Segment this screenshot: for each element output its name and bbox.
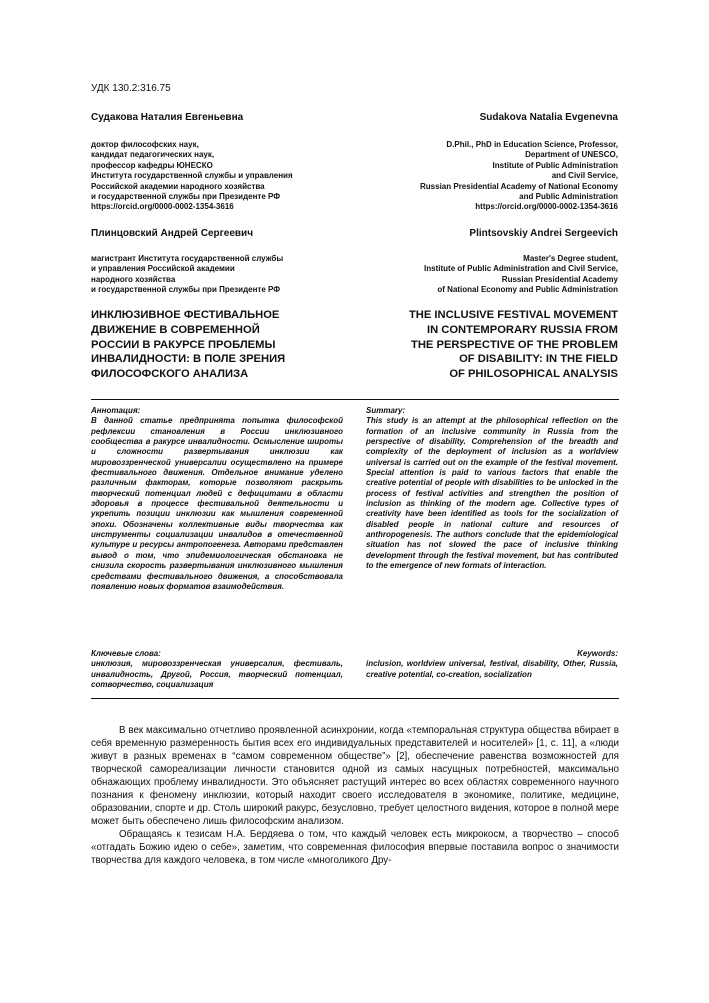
abstract-text-ru: В данной статье предпринята попытка философской рефлексии становления в России инклюзивного сообщества в ракурсе инвалидности. Осмысление широты и сложности развертывания инклюзии как мировоззренческой универсалии осуществлено на примере фестивального движения. Отдельное внимание уделено различным факторам, которые позволяют раскрыть творческий потенциал людей с дефицитами в области здоровья в процессе фестивальной деятельности и укрепить позиции инклюзии как мышления современной эпохи. Обозначены коллективные виды творчества как инструменты социализации инвалидов в отечественной культуре и ресурсы антропогенеза. Авторами представлен вывод о том, что эпидемиологическая обстановка не снизила скорость развертывания инклюзивного мышления средствами фестивального движения, а способствовала появлению новых форматов взаимодействия. [91,416,343,591]
affiliation-line: Russian Presidential Academy [501,274,618,284]
affiliation-line: Institute of Public Administration and Civil Service, [424,264,618,274]
affiliation-line: кандидат педагогических наук, [91,150,215,160]
author1-name-ru: Судакова Наталия Евгеньевна [91,112,244,123]
affiliation-line: Российской академии народного хозяйства [91,181,265,191]
udk-code: УДК 130.2:316.75 [91,83,171,94]
orcid-link[interactable]: https://orcid.org/0000-0002-1354-3616 [475,202,618,212]
affiliation-line: and Public Administration [519,192,618,202]
body-paragraph: Обращаясь к тезисам Н.А. Бердяева о том, что каждый человек есть микрокосм, а творчество – способ «отгадать Божию идею о себе», заметим, что современная философия впервые поставила вопрос о значимости творчества для каждого человека, в том числе «многоликого Дру- [91,829,619,867]
affiliation-line: и управления Российской академии [91,264,235,274]
keywords-heading-ru: Ключевые слова: [91,649,161,658]
abstract-en [366,406,618,572]
author2-affiliation-ru [91,254,343,296]
affiliation-line: D.Phil., PhD in Education Science, Professor, [446,140,618,149]
abstract-ru [91,406,343,592]
author1-name-en: Sudakova Natalia Evgenevna [479,112,618,123]
abstract-heading-ru: Аннотация: [91,406,141,415]
title-line: OF DISABILITY: IN THE FIELD [459,353,618,366]
affiliation-line: Institute of Public Administration [492,160,618,170]
affiliation-line: доктор философских наук, [91,140,199,149]
affiliation-line: магистрант Института государственной службы [91,254,284,263]
article-body [91,724,619,868]
affiliation-line: of National Economy and Public Administration [437,285,618,295]
body-paragraph: В век максимально отчетливо проявленной асинхронии, когда «темпоральная структура общества вбирает в себя временную размеренность бытия всех его индивидуальных представителей и носителей» [1, с. 11], а «люди живут в разных временах в “самом современном обществе”» [2], обеспечение равенства возможностей для творческой самореализации личности становится одной из самых насущных потребностей, максимально обнажающих проблему инвалидности. Это объясняет растущий интерес во всех областях современного научного познания к феномену инклюзии, который находит своего исследователя в экономике, политике, медицине, образовании, спорте и др. Столь широкий ракурс, безусловно, требует целостного видения, которое в полной мере может быть обеспечено лишь философским анализом. [91,725,619,828]
affiliation-line: и государственной службы при Президенте РФ [91,192,281,202]
author1-affiliation-en [366,140,618,213]
title-line: ДВИЖЕНИЕ В СОВРЕМЕННОЙ [91,323,260,336]
affiliation-line: and Civil Service, [551,171,618,181]
keywords-ru [91,649,343,690]
author2-name-en: Plintsovskiy Andrei Sergeevich [469,228,618,239]
title-line: THE INCLUSIVE FESTIVAL MOVEMENT [408,309,618,321]
keywords-text-en: inclusion, worldview universal, festival, disability, Other, Russia, creative potential, co-creation, socialization [366,659,618,679]
abstract-box-bottom-rule [91,698,619,699]
affiliation-line: Master's Degree student, [523,254,618,263]
keywords-en [366,649,618,680]
title-line: ИНКЛЮЗИВНОЕ ФЕСТИВАЛЬНОЕ [91,309,280,321]
title-line: РОССИИ В РАКУРСЕ ПРОБЛЕМЫ [91,338,276,351]
affiliation-line: Института государственной службы и управления [91,171,293,181]
title-line: IN CONTEMPORARY RUSSIA FROM [426,323,618,336]
affiliation-line: народного хозяйства [91,274,176,284]
keywords-heading-en: Keywords: [577,649,618,658]
author1-affiliation-ru [91,140,343,213]
author2-name-ru: Плинцовский Андрей Сергеевич [91,228,254,239]
abstract-heading-en: Summary: [366,406,406,415]
title-line: ФИЛОСОФСКОГО АНАЛИЗА [91,368,249,381]
title-line: THE PERSPECTIVE OF THE PROBLEM [411,338,618,351]
orcid-link[interactable]: https://orcid.org/0000-0002-1354-3616 [91,202,234,212]
keywords-text-ru: инклюзия, мировоззренческая универсалия, фестиваль, инвалидность, Другой, Россия, творческий потенциал, сотворчество, социализация [91,659,343,689]
affiliation-line: и государственной службы при Президенте РФ [91,285,281,295]
affiliation-line: Russian Presidential Academy of National Economy [420,181,618,191]
abstract-text-en: This study is an attempt at the philosophical reflection on the formation of an inclusive community in Russia from the perspective of disability. Comprehension of the breadth and complexity of the deployment of inclusion as a worldview universal is carried out on the example of the festival movement. Special attention is paid to various factors that enable the creative potential of people with disabilities to be unlocked in the process of festival activities and strengthen the position of inclusion as thinking of the modern age. Collective types of creativity have been identified as tools for the socialization of disabled people in national culture and resources of anthropogenesis. The authors conclude that the epidemiological situation has not slowed the pace of inclusive thinking development through the festival movement, but has contributed to the emergence of new formats of interaction. [366,416,618,571]
article-title-en [366,308,618,382]
author2-affiliation-en [366,254,618,296]
article-title-ru [91,308,343,382]
title-line: ИНВАЛИДНОСТИ: В ПОЛЕ ЗРЕНИЯ [91,353,286,366]
title-line: OF PHILOSOPHICAL ANALYSIS [449,368,618,381]
abstract-box-top-rule [91,399,619,400]
affiliation-line: профессор кафедры ЮНЕСКО [91,160,213,170]
affiliation-line: Department of UNESCO, [525,150,618,160]
